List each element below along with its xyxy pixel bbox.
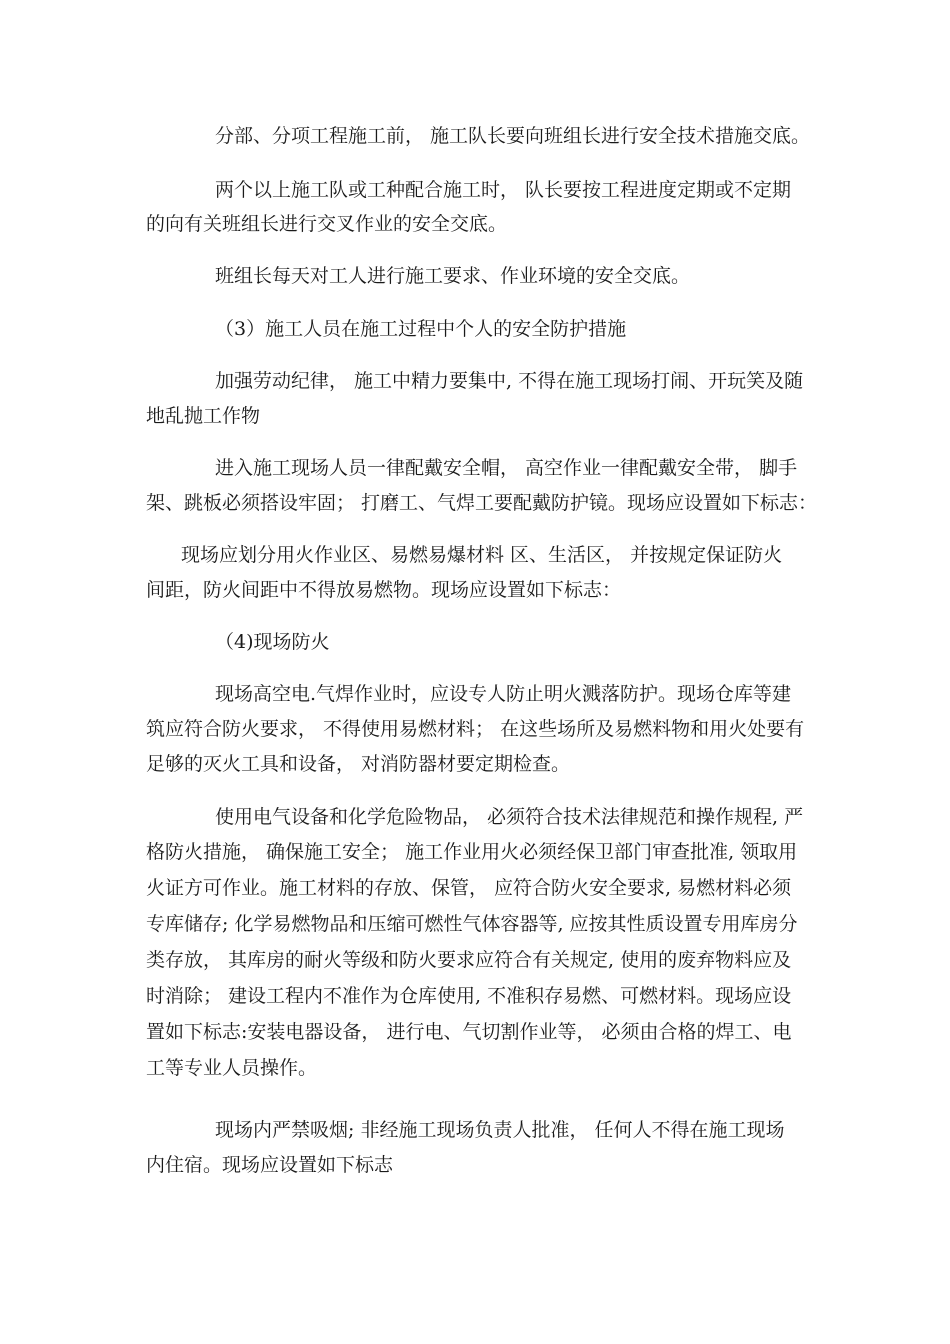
text-line: 火证方可作业。施工材料的存放、保管， 应符合防火安全要求, 易燃材料必须 — [146, 877, 792, 899]
text-line: 现场内严禁吸烟; 非经施工现场负责人批准， 任何人不得在施工现场 — [215, 1119, 785, 1141]
text-line: 加强劳动纪律， 施工中精力要集中, 不得在施工现场打闹、开玩笑及随 — [215, 370, 804, 392]
text-line: 进入施工现场人员一律配戴安全帽， 高空作业一律配戴安全带， 脚手 — [215, 457, 798, 479]
text-line: 内住宿。现场应设置如下标志 — [146, 1154, 394, 1176]
text-line: 置如下标志:安装电器设备， 进行电、气切割作业等， 必须由合格的焊工、电 — [146, 1021, 792, 1043]
section-heading: （4)现场防火 — [215, 631, 330, 653]
text-line: 两个以上施工队或工种配合施工时， 队长要按工程进度定期或不定期 — [215, 179, 792, 201]
text-line: 使用电气设备和化学危险物品， 必须符合技术法律规范和操作规程, 严 — [215, 806, 804, 828]
text-line: 类存放， 其库房的耐火等级和防火要求应符合有关规定, 使用的废弃物料应及 — [146, 949, 792, 971]
text-line: 架、跳板必须搭设牢固； 打磨工、气焊工要配戴防护镜。现场应设置如下标志： — [146, 492, 818, 514]
section-heading: （3）施工人员在施工过程中个人的安全防护措施 — [215, 318, 627, 340]
text-line: 间距，防火间距中不得放易燃物。现场应设置如下标志： — [146, 579, 622, 601]
text-line: 现场应划分用火作业区、易燃易爆材料 区、生活区， 并按规定保证防火 — [181, 544, 783, 566]
text-line: 筑应符合防火要求， 不得使用易燃材料； 在这些场所及易燃料物和用火处要有 — [146, 718, 805, 740]
text-line: 班组长每天对工人进行施工要求、作业环境的安全交底。 — [215, 265, 691, 287]
text-line: 分部、分项工程施工前， 施工队长要向班组长进行安全技术措施交底。 — [215, 125, 811, 147]
text-line: 专库储存; 化学易燃物品和压缩可燃性气体容器等, 应按其性质设置专用库房分 — [146, 913, 798, 935]
text-line: 现场高空电.气焊作业时，应设专人防止明火溅落防护。现场仓库等建 — [215, 683, 792, 705]
text-line: 足够的灭火工具和设备， 对消防器材要定期检查。 — [146, 753, 571, 775]
text-line: 工等专业人员操作。 — [146, 1057, 318, 1079]
text-line: 时消除； 建设工程内不准作为仓库使用, 不准积存易燃、可燃材料。现场应设 — [146, 985, 792, 1007]
text-line: 的向有关班组长进行交叉作业的安全交底。 — [146, 213, 508, 235]
text-line: 地乱抛工作物 — [146, 405, 261, 427]
text-line: 格防火措施， 确保施工安全； 施工作业用火必须经保卫部门审查批准, 领取用 — [146, 841, 798, 863]
